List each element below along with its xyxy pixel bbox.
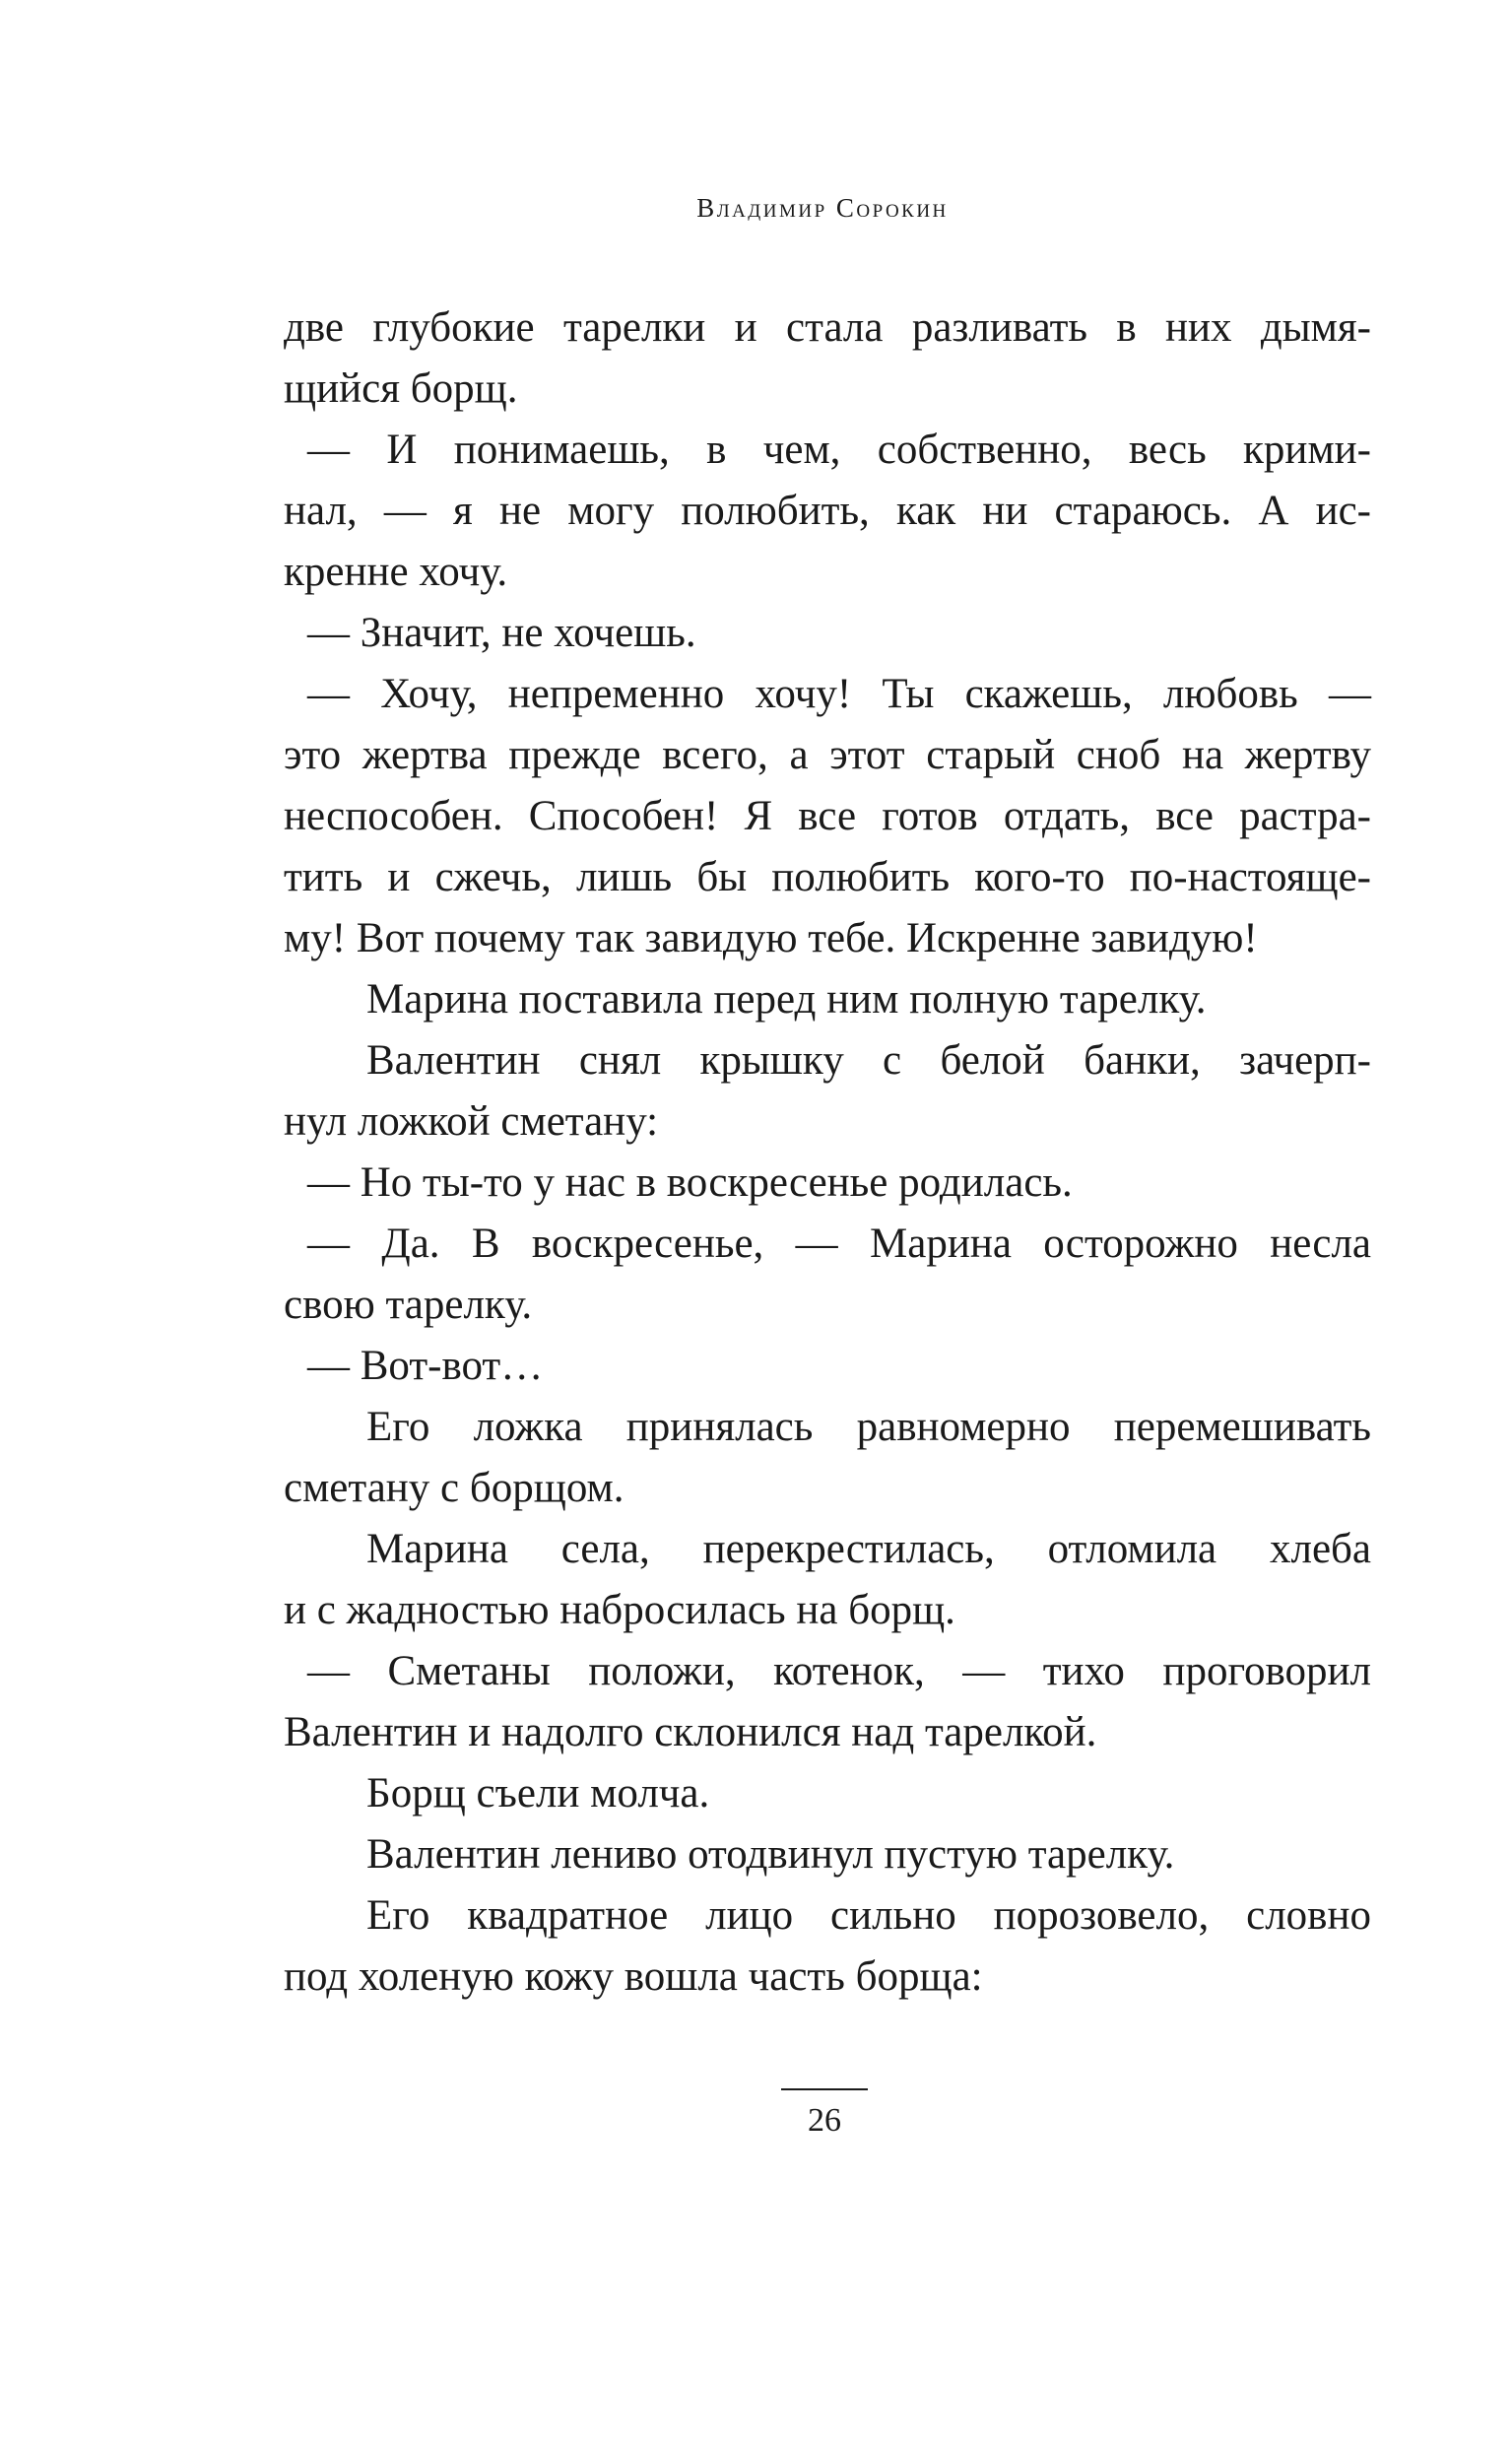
text-line: — И понимаешь, в чем, собственно, весь крими- xyxy=(307,427,1371,473)
text-line: две глубокие тарелки и стала разливать в них дымя- xyxy=(284,304,1371,351)
text-line: Валентин снял крышку с белой банки, зачерп- xyxy=(366,1037,1371,1084)
page-number: 26 xyxy=(808,2102,841,2139)
text-line: — Да. В воскресенье, — Марина осторожно несла xyxy=(307,1221,1371,1267)
text-line: Валентин лениво отодвинул пустую тарелку. xyxy=(366,1831,1175,1878)
text-line: под холеную кожу вошла часть борща: xyxy=(284,1953,983,2000)
text-line: — Вот-вот… xyxy=(307,1343,544,1389)
text-line: тить и сжечь, лишь бы полюбить кого-то по-настояще- xyxy=(284,854,1371,900)
text-line: нул ложкой сметану: xyxy=(284,1098,659,1145)
text-line: свою тарелку. xyxy=(284,1282,533,1328)
text-line: Его квадратное лицо сильно порозовело, словно xyxy=(366,1892,1371,1939)
text-line: му! Вот почему так завидую тебе. Искренне завидую! xyxy=(284,915,1258,961)
text-line: Марина поставила перед ним полную тарелку. xyxy=(366,976,1207,1023)
text-line: сметану с борщом. xyxy=(284,1465,625,1511)
running-head: Владимир Сорокин xyxy=(696,193,949,223)
text-line: кренне хочу. xyxy=(284,549,508,595)
text-line: Валентин и надолго склонился над тарелкой. xyxy=(284,1709,1097,1755)
text-line: и с жадностью набросилась на борщ. xyxy=(284,1587,955,1633)
text-line: Борщ съели молча. xyxy=(366,1770,710,1816)
text-line: Его ложка принялась равномерно перемешивать xyxy=(366,1404,1371,1450)
body-text xyxy=(284,297,1371,2008)
text-line: — Хочу, непременно хочу! Ты скажешь, любовь — xyxy=(307,671,1371,717)
page-number-rule xyxy=(781,2088,868,2090)
text-line: это жертва прежде всего, а этот старый сноб на жертву xyxy=(284,732,1371,778)
text-line: Марина села, перекрестилась, отломила хлеба xyxy=(366,1526,1371,1572)
text-line: неспособен. Способен! Я все готов отдать, все растра- xyxy=(284,793,1371,839)
text-line: — Сметаны положи, котенок, — тихо проговорил xyxy=(307,1648,1371,1694)
text-line: — Но ты-то у нас в воскресенье родилась. xyxy=(307,1159,1073,1206)
text-line: — Значит, не хочешь. xyxy=(307,610,696,656)
text-line: нал, — я не могу полюбить, как ни стараюсь. А ис- xyxy=(284,488,1371,534)
text-line: щийся борщ. xyxy=(284,365,518,412)
